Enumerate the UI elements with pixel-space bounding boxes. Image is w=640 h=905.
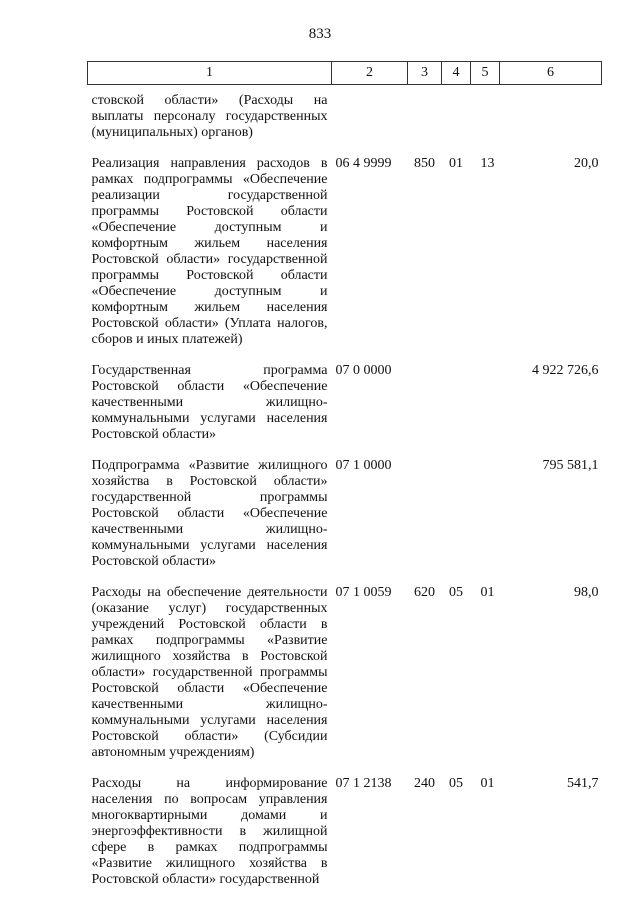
row-code: 07 1 2138 — [335, 776, 392, 791]
row-vr: 850 — [414, 156, 435, 171]
header-col-4: 4 — [442, 62, 471, 85]
row-code: 07 1 0000 — [335, 458, 392, 473]
row-vr — [408, 458, 442, 570]
row-amount: 4 922 726,6 — [532, 363, 599, 378]
row-amount: 795 581,1 — [542, 458, 599, 473]
row-code: 07 1 0059 — [335, 585, 392, 600]
header-col-5: 5 — [471, 62, 500, 85]
row-vr — [408, 363, 442, 443]
row-pr — [471, 458, 500, 570]
row-pr: 13 — [480, 156, 495, 171]
row-vr: 240 — [414, 776, 435, 791]
row-description: Государственная программа Ростовской области «Обеспечение качественными жилищно-коммунальными услугами населения Ростовской области» — [91, 363, 328, 442]
row-rz: 01 — [449, 156, 463, 171]
table-row — [88, 363, 602, 443]
row-amount — [500, 85, 602, 142]
row-code: 06 4 9999 — [335, 156, 392, 171]
budget-table — [87, 61, 602, 888]
row-rz — [442, 363, 471, 443]
row-code — [332, 85, 408, 142]
row-amount: 98,0 — [574, 585, 599, 600]
row-vr: 620 — [414, 585, 435, 600]
row-rz: 05 — [449, 776, 463, 791]
header-col-1: 1 — [88, 62, 332, 85]
table-row — [88, 458, 602, 570]
row-rz — [442, 85, 471, 142]
header-col-2: 2 — [332, 62, 408, 85]
page-number: 833 — [308, 26, 332, 42]
row-rz — [442, 458, 471, 570]
row-pr: 01 — [480, 776, 495, 791]
row-pr — [471, 85, 500, 142]
header-col-3: 3 — [408, 62, 442, 85]
row-vr — [408, 85, 442, 142]
row-rz: 05 — [449, 585, 463, 600]
row-pr: 01 — [480, 585, 495, 600]
row-description: Подпрограмма «Развитие жилищного хозяйства в Ростовской области» государственной программы Ростовской области «Обеспечение качественными жилищно-коммунальными услугами населения Ростовской области» — [91, 458, 328, 569]
row-description: Расходы на информирование населения по вопросам управления многоквартирными домами и энергоэффективности в жилищной сфере в рамках подпрограммы «Развитие жилищного хозяйства в Ростовской области» государственной — [91, 776, 328, 887]
table-row — [88, 85, 602, 142]
row-description: Реализация направления расходов в рамках подпрограммы «Обеспечение реализации государственной программы Ростовской области «Обеспечение доступным и комфортным жильем населения Ростовской области» государственной программы Ростовской области «Обеспечение доступным и комфортным жильем населения Ростовской области» (Уплата налогов, сборов и иных платежей) — [91, 156, 328, 347]
row-code: 07 0 0000 — [335, 363, 392, 378]
table-header — [88, 62, 602, 85]
row-description: стовской области» (Расходы на выплаты персоналу государственных (муниципальных) органов) — [91, 93, 328, 140]
table-row — [88, 776, 602, 888]
row-amount: 20,0 — [574, 156, 599, 171]
table-row — [88, 585, 602, 761]
row-description: Расходы на обеспечение деятельности (оказание услуг) государственных учреждений Ростовской области в рамках подпрограммы «Развитие жилищного хозяйства в Ростовской области» государственной программы Ростовской области «Обеспечение качественными жилищно-коммунальными услугами населения Ростовской области» (Субсидии автономным учреждениям) — [91, 585, 328, 760]
table-row — [88, 156, 602, 348]
row-pr — [471, 363, 500, 443]
row-amount: 541,7 — [567, 776, 599, 791]
header-col-6: 6 — [500, 62, 602, 85]
